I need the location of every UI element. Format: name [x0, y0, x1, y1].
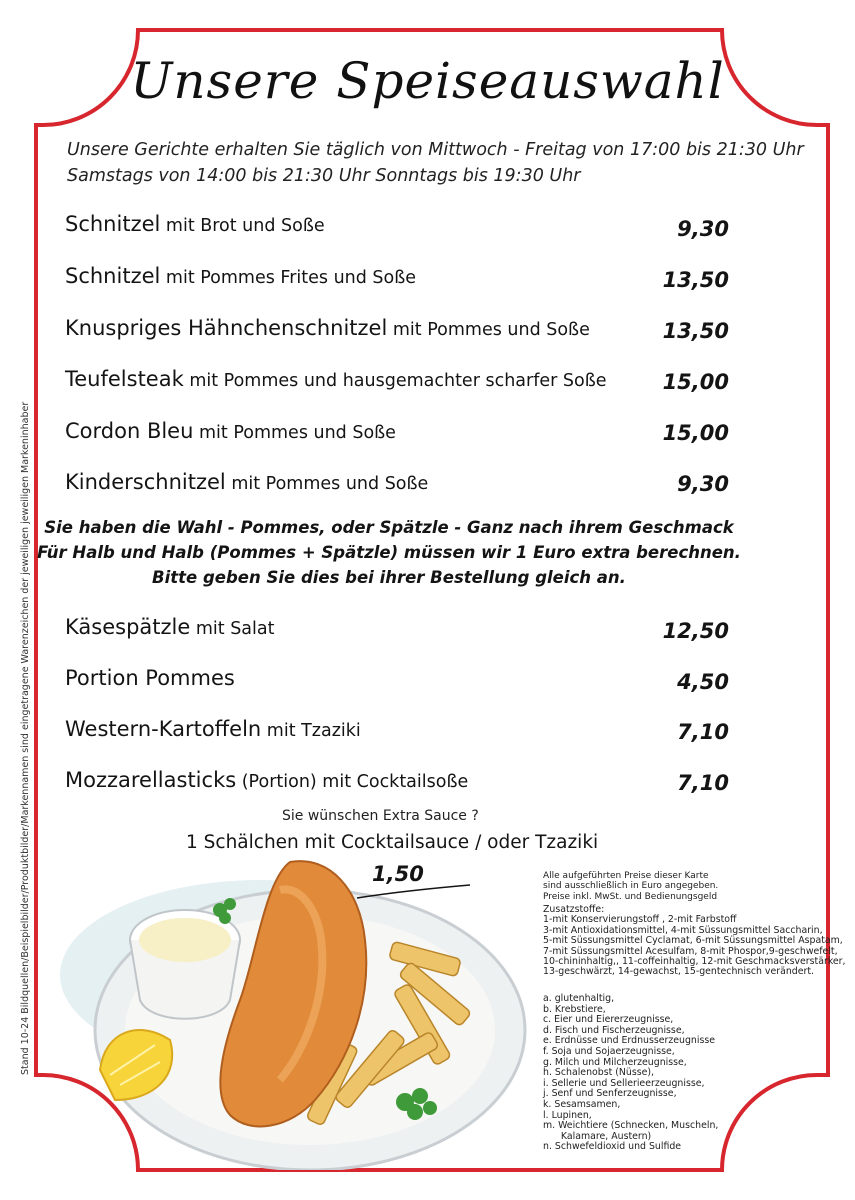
item-name: Käsespätzle [65, 615, 191, 639]
item-description: mit Pommes und Soße [225, 474, 429, 494]
item-price: 7,10 [677, 771, 729, 795]
fish-and-chips-illustration [60, 800, 540, 1170]
item-price: 9,30 [677, 472, 729, 496]
page-title: Unsere Speiseauswahl [130, 52, 725, 110]
item-description: mit Tzaziki [261, 721, 361, 741]
item-name: Kinderschnitzel [65, 470, 226, 494]
item-name: Portion Pommes [65, 666, 235, 690]
opening-hours-weekdays: Unsere Gerichte erhalten Sie täglich von Mittwoch - Freitag von 17:00 bis 21:30 Uhr [67, 140, 804, 160]
item-price: 9,30 [677, 217, 729, 241]
item-name: Schnitzel [65, 264, 161, 288]
menu-item [65, 615, 274, 639]
item-description: mit Salat [190, 619, 275, 639]
extra-sauce-offer: 1 Schälchen mit Cocktailsauce / oder Tzaziki [186, 832, 599, 853]
price-swoosh [355, 882, 475, 902]
menu-item [65, 264, 416, 288]
item-description: (Portion) mit Cocktailsoße [236, 772, 469, 792]
menu-item [65, 212, 325, 236]
menu-item [65, 717, 361, 741]
item-description: mit Pommes Frites und Soße [160, 268, 417, 288]
menu-item [65, 367, 607, 391]
item-name: Teufelsteak [65, 367, 184, 391]
item-price: 13,50 [662, 268, 729, 292]
choice-notice: Für Halb und Halb (Pommes + Spätzle) müssen wir 1 Euro extra berechnen. [37, 543, 741, 562]
item-name: Cordon Bleu [65, 419, 194, 443]
item-name: Western-Kartoffeln [65, 717, 262, 741]
additives-title: Zusatzstoffe: [543, 904, 605, 915]
item-description: mit Pommes und Soße [387, 320, 590, 340]
item-price: 15,00 [662, 421, 729, 445]
item-description: mit Pommes und hausgemachter scharfer Soße [183, 371, 607, 391]
menu-item [65, 470, 428, 494]
item-price: 7,10 [677, 720, 729, 744]
image-source-note: Stand 10-24 Bildquellen/Beispielbilder/Produktbilder/Markennamen sind eingetragene Warenzeichen der jeweiligen jeweiligen Markeninhaber [20, 401, 31, 1075]
menu-item [65, 419, 396, 443]
menu-item [65, 666, 235, 690]
allergens-list: a. glutenhaltig, b. Krebstiere, c. Eier und Eiererzeugnisse, d. Fisch und Fischerzeugnisse, e. Erdnüsse und Erdnusserzeugnisse f. Soja und Sojaerzeugnisse, g. Milch und Milcherzeugnisse, h. Schalenobst (Nüsse), i. Sellerie und Sellerieerzeugnisse, j. Senf und Senferzeugnisse, k. Sesamsamen, l. Lupinen, m. Weichtiere (Schnecken, Muscheln, Kalamare, Austern) n. Schwefeldioxid und Sulfide [543, 993, 719, 1153]
item-price: 13,50 [662, 319, 729, 343]
additives-list: Zusatzstoffe: 1-mit Konservierungstoff , 2-mit Farbstoff 3-mit Antioxidationsmittel, 4-mit Süssungsmittel Saccharin, 5-mit Süssungsmittel Cyclamat, 6-mit Süssungsmittel Aspatam, 7-mit Süssungsmittel Acesulfam, 8-mit Phospor,9-geschwefelt, 10-chininhaltig,, 11-coffeinhaltig, 12-mit Geschmacksverstärker, 13-geschwärzt, 14-gewachst, 15-gentechnisch verändert. [543, 904, 846, 978]
item-name: Schnitzel [65, 212, 161, 236]
item-description: mit Pommes und Soße [193, 423, 396, 443]
menu-item [65, 768, 468, 792]
item-description: mit Brot und Soße [160, 216, 325, 236]
extra-sauce-price: 1,50 [372, 862, 424, 886]
price-info: Alle aufgeführten Preise dieser Karte sind ausschließlich in Euro angegeben. Preise inkl. MwSt. und Bedienungsgeld [543, 871, 719, 902]
choice-notice: Bitte geben Sie dies bei ihrer Bestellung gleich an. [152, 568, 626, 587]
item-price: 4,50 [677, 670, 729, 694]
menu-item [65, 316, 590, 340]
item-price: 12,50 [662, 619, 729, 643]
item-name: Mozzarellasticks [65, 768, 237, 792]
opening-hours-weekend: Samstags von 14:00 bis 21:30 Uhr Sonntags bis 19:30 Uhr [67, 166, 581, 186]
item-name: Knuspriges Hähnchenschnitzel [65, 316, 388, 340]
item-price: 15,00 [662, 370, 729, 394]
choice-notice: Sie haben die Wahl - Pommes, oder Spätzle - Ganz nach ihrem Geschmack [44, 518, 734, 537]
extra-sauce-question: Sie wünschen Extra Sauce ? [282, 808, 479, 824]
